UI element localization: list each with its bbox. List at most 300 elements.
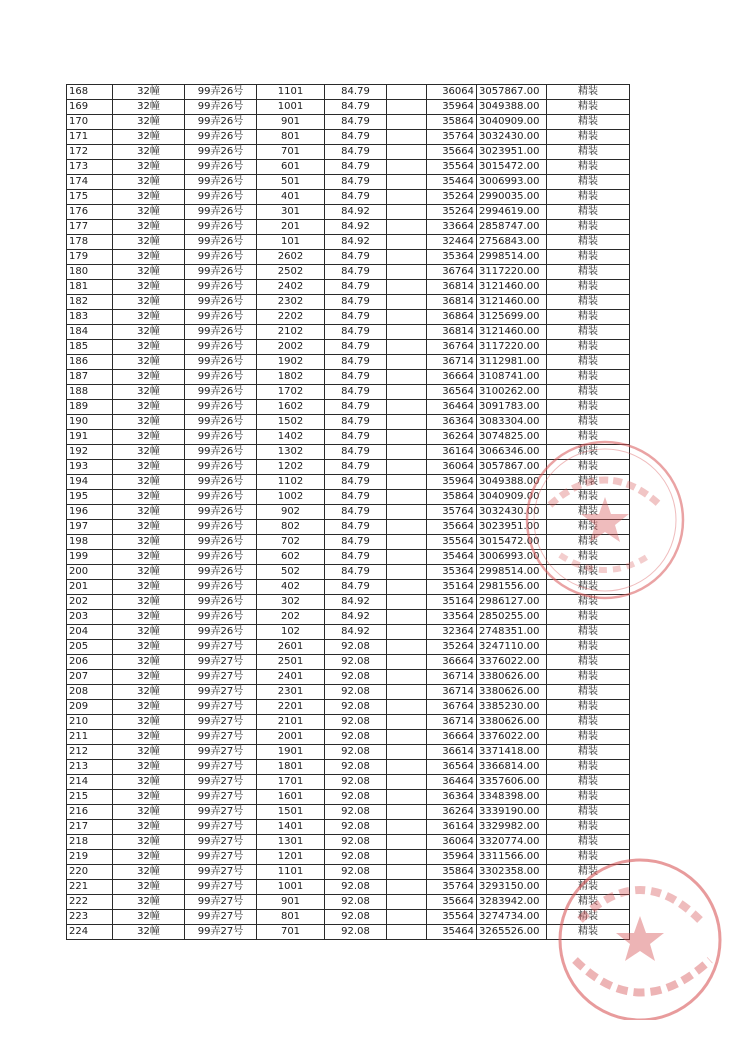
cell-unit-price: 35164 <box>427 595 477 610</box>
cell-room: 2602 <box>257 250 325 265</box>
cell-number: 198 <box>67 535 113 550</box>
cell-unit-price: 36264 <box>427 805 477 820</box>
cell-unit-price: 36714 <box>427 715 477 730</box>
table-row <box>67 580 630 595</box>
cell-blank <box>387 235 427 250</box>
cell-address: 99弄27号 <box>185 790 257 805</box>
cell-area: 92.08 <box>325 820 387 835</box>
cell-room: 902 <box>257 505 325 520</box>
cell-blank <box>387 460 427 475</box>
cell-number: 192 <box>67 445 113 460</box>
cell-number: 215 <box>67 790 113 805</box>
cell-total-price: 3074825.00 <box>477 430 547 445</box>
cell-room: 2001 <box>257 730 325 745</box>
cell-unit-price: 36164 <box>427 820 477 835</box>
cell-unit-price: 36064 <box>427 85 477 100</box>
cell-room: 1301 <box>257 835 325 850</box>
cell-building: 32幢 <box>113 505 185 520</box>
cell-number: 190 <box>67 415 113 430</box>
cell-building: 32幢 <box>113 280 185 295</box>
table-row <box>67 895 630 910</box>
cell-total-price: 3121460.00 <box>477 280 547 295</box>
table-row <box>67 445 630 460</box>
cell-blank <box>387 640 427 655</box>
cell-room: 1702 <box>257 385 325 400</box>
cell-decoration: 精装 <box>547 385 630 400</box>
table-row <box>67 850 630 865</box>
cell-total-price: 3015472.00 <box>477 535 547 550</box>
cell-decoration: 精装 <box>547 370 630 385</box>
cell-building: 32幢 <box>113 220 185 235</box>
cell-unit-price: 35464 <box>427 925 477 940</box>
cell-decoration: 精装 <box>547 280 630 295</box>
cell-total-price: 2981556.00 <box>477 580 547 595</box>
cell-total-price: 2994619.00 <box>477 205 547 220</box>
cell-blank <box>387 730 427 745</box>
table-row <box>67 880 630 895</box>
cell-building: 32幢 <box>113 685 185 700</box>
cell-total-price: 3057867.00 <box>477 460 547 475</box>
cell-blank <box>387 445 427 460</box>
table-row <box>67 235 630 250</box>
cell-area: 92.08 <box>325 925 387 940</box>
cell-decoration: 精装 <box>547 295 630 310</box>
cell-area: 92.08 <box>325 895 387 910</box>
cell-room: 2002 <box>257 340 325 355</box>
cell-building: 32幢 <box>113 760 185 775</box>
cell-total-price: 3302358.00 <box>477 865 547 880</box>
cell-number: 212 <box>67 745 113 760</box>
cell-building: 32幢 <box>113 235 185 250</box>
cell-number: 224 <box>67 925 113 940</box>
cell-blank <box>387 775 427 790</box>
cell-total-price: 3366814.00 <box>477 760 547 775</box>
table-row <box>67 745 630 760</box>
cell-room: 802 <box>257 520 325 535</box>
cell-total-price: 2986127.00 <box>477 595 547 610</box>
cell-blank <box>387 655 427 670</box>
cell-unit-price: 36764 <box>427 340 477 355</box>
cell-address: 99弄26号 <box>185 250 257 265</box>
cell-unit-price: 35364 <box>427 565 477 580</box>
cell-address: 99弄27号 <box>185 835 257 850</box>
cell-decoration: 精装 <box>547 325 630 340</box>
cell-decoration: 精装 <box>547 100 630 115</box>
cell-building: 32幢 <box>113 535 185 550</box>
cell-area: 92.08 <box>325 850 387 865</box>
cell-address: 99弄27号 <box>185 730 257 745</box>
cell-unit-price: 35764 <box>427 880 477 895</box>
cell-area: 84.79 <box>325 400 387 415</box>
cell-area: 92.08 <box>325 670 387 685</box>
cell-decoration: 精装 <box>547 595 630 610</box>
cell-room: 201 <box>257 220 325 235</box>
cell-room: 702 <box>257 535 325 550</box>
cell-address: 99弄26号 <box>185 550 257 565</box>
cell-area: 84.79 <box>325 355 387 370</box>
cell-number: 223 <box>67 910 113 925</box>
cell-area: 84.79 <box>325 520 387 535</box>
cell-area: 84.79 <box>325 190 387 205</box>
cell-blank <box>387 790 427 805</box>
cell-unit-price: 36664 <box>427 370 477 385</box>
cell-blank <box>387 895 427 910</box>
cell-decoration: 精装 <box>547 250 630 265</box>
cell-blank <box>387 880 427 895</box>
cell-room: 1801 <box>257 760 325 775</box>
cell-address: 99弄26号 <box>185 385 257 400</box>
cell-unit-price: 36564 <box>427 760 477 775</box>
cell-room: 101 <box>257 235 325 250</box>
cell-room: 2202 <box>257 310 325 325</box>
cell-building: 32幢 <box>113 475 185 490</box>
cell-decoration: 精装 <box>547 640 630 655</box>
cell-total-price: 3125699.00 <box>477 310 547 325</box>
cell-area: 92.08 <box>325 910 387 925</box>
cell-blank <box>387 925 427 940</box>
cell-number: 169 <box>67 100 113 115</box>
cell-room: 1501 <box>257 805 325 820</box>
table-row <box>67 160 630 175</box>
cell-blank <box>387 865 427 880</box>
cell-area: 84.79 <box>325 415 387 430</box>
cell-address: 99弄26号 <box>185 265 257 280</box>
cell-number: 176 <box>67 205 113 220</box>
cell-address: 99弄27号 <box>185 640 257 655</box>
cell-unit-price: 35664 <box>427 145 477 160</box>
cell-area: 92.08 <box>325 880 387 895</box>
cell-building: 32幢 <box>113 445 185 460</box>
cell-number: 203 <box>67 610 113 625</box>
cell-decoration: 精装 <box>547 910 630 925</box>
table-row <box>67 340 630 355</box>
cell-number: 219 <box>67 850 113 865</box>
cell-room: 2102 <box>257 325 325 340</box>
cell-building: 32幢 <box>113 655 185 670</box>
cell-unit-price: 36814 <box>427 325 477 340</box>
cell-total-price: 3385230.00 <box>477 700 547 715</box>
table-row <box>67 400 630 415</box>
cell-decoration: 精装 <box>547 460 630 475</box>
table-row <box>67 760 630 775</box>
table-row <box>67 655 630 670</box>
cell-unit-price: 35964 <box>427 100 477 115</box>
cell-building: 32幢 <box>113 415 185 430</box>
cell-address: 99弄26号 <box>185 340 257 355</box>
cell-unit-price: 33664 <box>427 220 477 235</box>
cell-building: 32幢 <box>113 145 185 160</box>
cell-room: 302 <box>257 595 325 610</box>
cell-blank <box>387 745 427 760</box>
cell-area: 84.79 <box>325 280 387 295</box>
cell-number: 171 <box>67 130 113 145</box>
cell-decoration: 精装 <box>547 175 630 190</box>
cell-total-price: 3283942.00 <box>477 895 547 910</box>
table-row <box>67 175 630 190</box>
cell-room: 602 <box>257 550 325 565</box>
cell-room: 1802 <box>257 370 325 385</box>
cell-building: 32幢 <box>113 205 185 220</box>
cell-number: 178 <box>67 235 113 250</box>
cell-number: 204 <box>67 625 113 640</box>
cell-number: 211 <box>67 730 113 745</box>
cell-number: 220 <box>67 865 113 880</box>
table-row <box>67 370 630 385</box>
cell-address: 99弄26号 <box>185 445 257 460</box>
cell-blank <box>387 520 427 535</box>
cell-area: 84.79 <box>325 460 387 475</box>
cell-building: 32幢 <box>113 745 185 760</box>
cell-total-price: 2998514.00 <box>477 250 547 265</box>
cell-room: 801 <box>257 910 325 925</box>
price-list-table <box>66 84 630 940</box>
table-row <box>67 295 630 310</box>
cell-blank <box>387 190 427 205</box>
cell-number: 214 <box>67 775 113 790</box>
cell-address: 99弄26号 <box>185 610 257 625</box>
table-row <box>67 640 630 655</box>
cell-area: 84.79 <box>325 340 387 355</box>
cell-building: 32幢 <box>113 715 185 730</box>
cell-address: 99弄27号 <box>185 850 257 865</box>
cell-decoration: 精装 <box>547 550 630 565</box>
cell-number: 206 <box>67 655 113 670</box>
cell-total-price: 3121460.00 <box>477 295 547 310</box>
cell-building: 32幢 <box>113 550 185 565</box>
cell-address: 99弄26号 <box>185 595 257 610</box>
cell-total-price: 3015472.00 <box>477 160 547 175</box>
cell-decoration: 精装 <box>547 130 630 145</box>
cell-blank <box>387 310 427 325</box>
cell-total-price: 3380626.00 <box>477 670 547 685</box>
cell-unit-price: 36664 <box>427 655 477 670</box>
cell-unit-price: 35764 <box>427 505 477 520</box>
cell-blank <box>387 340 427 355</box>
cell-number: 208 <box>67 685 113 700</box>
cell-building: 32幢 <box>113 370 185 385</box>
cell-total-price: 3117220.00 <box>477 265 547 280</box>
cell-number: 201 <box>67 580 113 595</box>
cell-number: 173 <box>67 160 113 175</box>
table-row <box>67 145 630 160</box>
cell-number: 180 <box>67 265 113 280</box>
cell-room: 1201 <box>257 850 325 865</box>
cell-decoration: 精装 <box>547 475 630 490</box>
table-row <box>67 265 630 280</box>
cell-unit-price: 36714 <box>427 670 477 685</box>
cell-address: 99弄26号 <box>185 220 257 235</box>
cell-decoration: 精装 <box>547 565 630 580</box>
cell-room: 1302 <box>257 445 325 460</box>
cell-total-price: 3371418.00 <box>477 745 547 760</box>
cell-blank <box>387 430 427 445</box>
cell-decoration: 精装 <box>547 775 630 790</box>
cell-area: 84.79 <box>325 265 387 280</box>
table-row <box>67 910 630 925</box>
cell-unit-price: 35864 <box>427 865 477 880</box>
cell-total-price: 3100262.00 <box>477 385 547 400</box>
cell-blank <box>387 505 427 520</box>
cell-room: 2301 <box>257 685 325 700</box>
cell-room: 801 <box>257 130 325 145</box>
cell-total-price: 3091783.00 <box>477 400 547 415</box>
cell-total-price: 3112981.00 <box>477 355 547 370</box>
table-row <box>67 205 630 220</box>
cell-building: 32幢 <box>113 925 185 940</box>
cell-number: 217 <box>67 820 113 835</box>
cell-total-price: 3265526.00 <box>477 925 547 940</box>
cell-address: 99弄26号 <box>185 115 257 130</box>
cell-address: 99弄26号 <box>185 460 257 475</box>
cell-area: 92.08 <box>325 730 387 745</box>
cell-unit-price: 35264 <box>427 640 477 655</box>
cell-total-price: 3049388.00 <box>477 475 547 490</box>
cell-number: 194 <box>67 475 113 490</box>
cell-room: 1601 <box>257 790 325 805</box>
cell-building: 32幢 <box>113 190 185 205</box>
cell-unit-price: 36264 <box>427 430 477 445</box>
cell-number: 205 <box>67 640 113 655</box>
cell-unit-price: 35464 <box>427 175 477 190</box>
cell-decoration: 精装 <box>547 610 630 625</box>
cell-address: 99弄27号 <box>185 880 257 895</box>
cell-number: 179 <box>67 250 113 265</box>
cell-number: 184 <box>67 325 113 340</box>
cell-area: 84.79 <box>325 370 387 385</box>
cell-building: 32幢 <box>113 895 185 910</box>
cell-blank <box>387 175 427 190</box>
cell-decoration: 精装 <box>547 805 630 820</box>
table-row <box>67 475 630 490</box>
cell-number: 191 <box>67 430 113 445</box>
cell-building: 32幢 <box>113 700 185 715</box>
cell-building: 32幢 <box>113 565 185 580</box>
cell-blank <box>387 595 427 610</box>
table-row <box>67 550 630 565</box>
cell-blank <box>387 115 427 130</box>
cell-decoration: 精装 <box>547 160 630 175</box>
cell-building: 32幢 <box>113 160 185 175</box>
cell-address: 99弄26号 <box>185 625 257 640</box>
cell-total-price: 3032430.00 <box>477 505 547 520</box>
cell-total-price: 3023951.00 <box>477 145 547 160</box>
cell-unit-price: 36364 <box>427 790 477 805</box>
cell-address: 99弄27号 <box>185 895 257 910</box>
cell-total-price: 3380626.00 <box>477 715 547 730</box>
cell-address: 99弄26号 <box>185 310 257 325</box>
cell-total-price: 3320774.00 <box>477 835 547 850</box>
cell-area: 92.08 <box>325 685 387 700</box>
cell-number: 196 <box>67 505 113 520</box>
cell-blank <box>387 535 427 550</box>
cell-total-price: 3083304.00 <box>477 415 547 430</box>
cell-unit-price: 35764 <box>427 130 477 145</box>
cell-decoration: 精装 <box>547 865 630 880</box>
cell-blank <box>387 220 427 235</box>
cell-decoration: 精装 <box>547 505 630 520</box>
cell-room: 701 <box>257 925 325 940</box>
cell-address: 99弄27号 <box>185 760 257 775</box>
table-row <box>67 535 630 550</box>
table-row <box>67 310 630 325</box>
cell-room: 401 <box>257 190 325 205</box>
cell-building: 32幢 <box>113 295 185 310</box>
table-row <box>67 250 630 265</box>
cell-total-price: 3121460.00 <box>477 325 547 340</box>
cell-blank <box>387 820 427 835</box>
cell-area: 92.08 <box>325 700 387 715</box>
cell-address: 99弄26号 <box>185 370 257 385</box>
cell-decoration: 精装 <box>547 220 630 235</box>
cell-area: 92.08 <box>325 775 387 790</box>
cell-room: 1101 <box>257 865 325 880</box>
cell-building: 32幢 <box>113 265 185 280</box>
cell-unit-price: 35864 <box>427 490 477 505</box>
cell-blank <box>387 550 427 565</box>
cell-total-price: 2858747.00 <box>477 220 547 235</box>
cell-room: 1001 <box>257 100 325 115</box>
cell-total-price: 3006993.00 <box>477 175 547 190</box>
cell-area: 84.79 <box>325 130 387 145</box>
cell-total-price: 3348398.00 <box>477 790 547 805</box>
cell-total-price: 2756843.00 <box>477 235 547 250</box>
cell-number: 183 <box>67 310 113 325</box>
table-row <box>67 865 630 880</box>
cell-blank <box>387 910 427 925</box>
cell-decoration: 精装 <box>547 730 630 745</box>
cell-room: 2601 <box>257 640 325 655</box>
cell-address: 99弄26号 <box>185 85 257 100</box>
cell-building: 32幢 <box>113 310 185 325</box>
cell-total-price: 3006993.00 <box>477 550 547 565</box>
cell-decoration: 精装 <box>547 355 630 370</box>
cell-blank <box>387 490 427 505</box>
cell-area: 92.08 <box>325 655 387 670</box>
cell-decoration: 精装 <box>547 760 630 775</box>
cell-total-price: 3357606.00 <box>477 775 547 790</box>
cell-room: 202 <box>257 610 325 625</box>
cell-building: 32幢 <box>113 610 185 625</box>
cell-number: 210 <box>67 715 113 730</box>
cell-blank <box>387 100 427 115</box>
cell-building: 32幢 <box>113 910 185 925</box>
cell-building: 32幢 <box>113 670 185 685</box>
cell-blank <box>387 130 427 145</box>
cell-unit-price: 36664 <box>427 730 477 745</box>
table-row <box>67 415 630 430</box>
cell-room: 1701 <box>257 775 325 790</box>
table-row <box>67 775 630 790</box>
cell-number: 200 <box>67 565 113 580</box>
cell-room: 2201 <box>257 700 325 715</box>
cell-room: 402 <box>257 580 325 595</box>
cell-decoration: 精装 <box>547 400 630 415</box>
cell-unit-price: 33564 <box>427 610 477 625</box>
cell-building: 32幢 <box>113 430 185 445</box>
cell-building: 32幢 <box>113 340 185 355</box>
cell-area: 92.08 <box>325 790 387 805</box>
cell-number: 195 <box>67 490 113 505</box>
cell-room: 1001 <box>257 880 325 895</box>
cell-decoration: 精装 <box>547 880 630 895</box>
cell-room: 1202 <box>257 460 325 475</box>
table-row <box>67 670 630 685</box>
cell-decoration: 精装 <box>547 655 630 670</box>
cell-address: 99弄27号 <box>185 670 257 685</box>
cell-number: 185 <box>67 340 113 355</box>
cell-address: 99弄26号 <box>185 295 257 310</box>
cell-unit-price: 35564 <box>427 535 477 550</box>
